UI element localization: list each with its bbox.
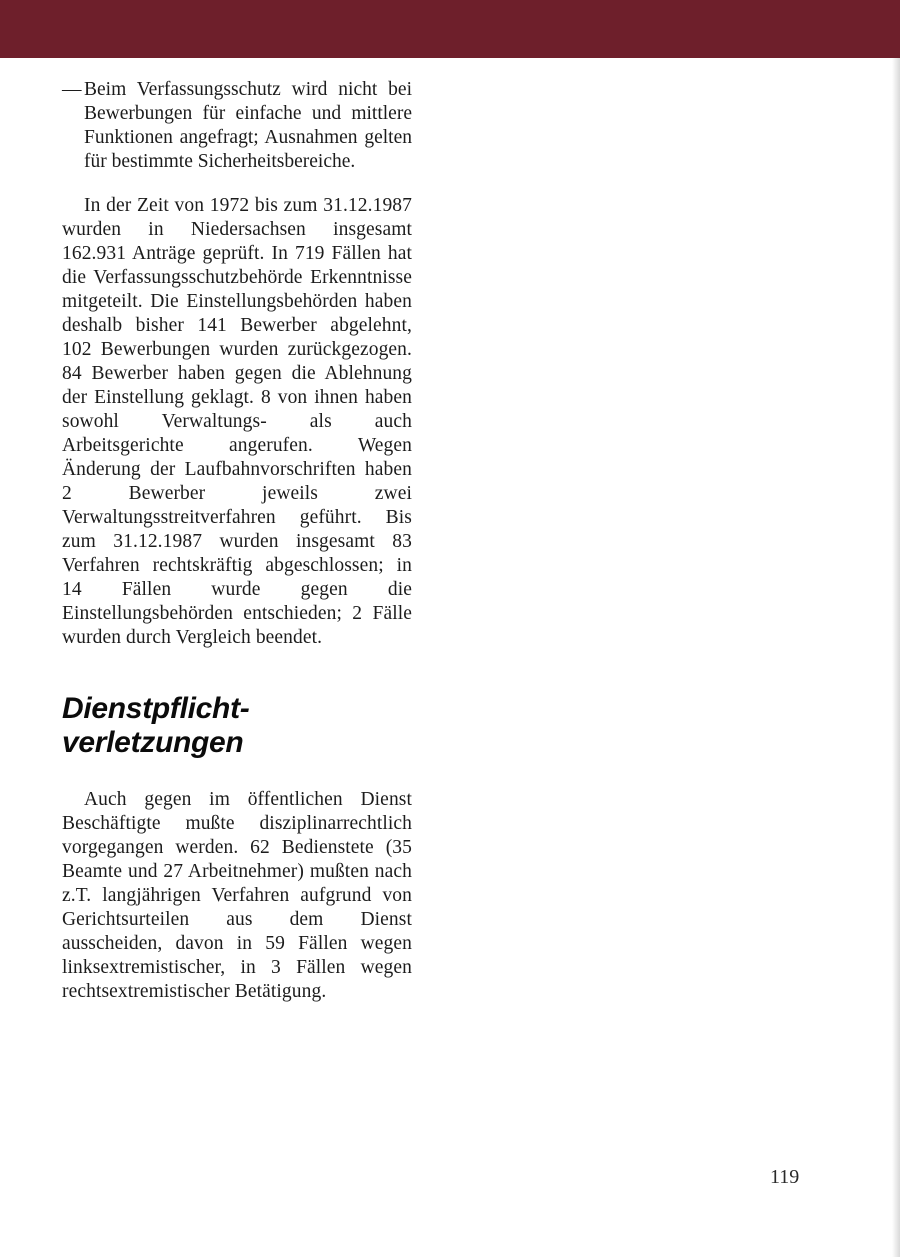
text-column [62,78,412,1004]
list-marker: — [62,79,82,100]
body-paragraph-disciplinary: Auch gegen im öffentlichen Dienst Beschäftigte mußte disziplinarrechtlich vorgegangen werden. 62 Bedienstete (35 Beamte und 27 Arbeitnehmer) mußten nach z.T. langjährigen Verfahren aufgrund von Gerichtsurteilen aus dem Dienst ausscheiden, davon in 59 Fällen wegen linksextremistischer, in 3 Fällen wegen rechtsextremistischer Betätigung. [62,789,412,1002]
body-paragraph-statistics: In der Zeit von 1972 bis zum 31.12.1987 wurden in Niedersachsen insgesamt 162.931 Anträge geprüft. In 719 Fällen hat die Verfassungsschutzbehörde Erkenntnisse mitgeteilt. Die Einstellungsbehörden haben deshalb bisher 141 Bewerber abgelehnt, 102 Bewerbungen wurden zurückgezogen. 84 Bewerber haben gegen die Ablehnung der Einstellung geklagt. 8 von ihnen haben sowohl Verwaltungs- als auch Arbeitsgerichte angerufen. Wegen Änderung der Laufbahnvorschriften haben 2 Bewerber jeweils zwei Verwaltungsstreitverfahren geführt. Bis zum 31.12.1987 wurden insgesamt 83 Verfahren rechtskräftig abgeschlossen; in 14 Fällen wurde gegen die Einstellungsbehörden entschieden; 2 Fälle wurden durch Vergleich beendet. [62,195,412,648]
section-heading-line-1: Dienstpflicht- [62,692,250,725]
section-heading [62,692,412,760]
page-edge-shadow [892,58,900,1257]
page-number: 119 [770,1166,800,1188]
list-item-text: Beim Verfassungsschutz wird nicht bei Bewerbungen für einfache und mittlere Funktionen angefragt; Ausnahmen gelten für bestimmte Sicherheitsbereiche. [84,79,412,172]
header-color-band [0,0,900,58]
list-item [62,78,412,174]
section-heading-line-2: verletzungen [62,726,244,759]
